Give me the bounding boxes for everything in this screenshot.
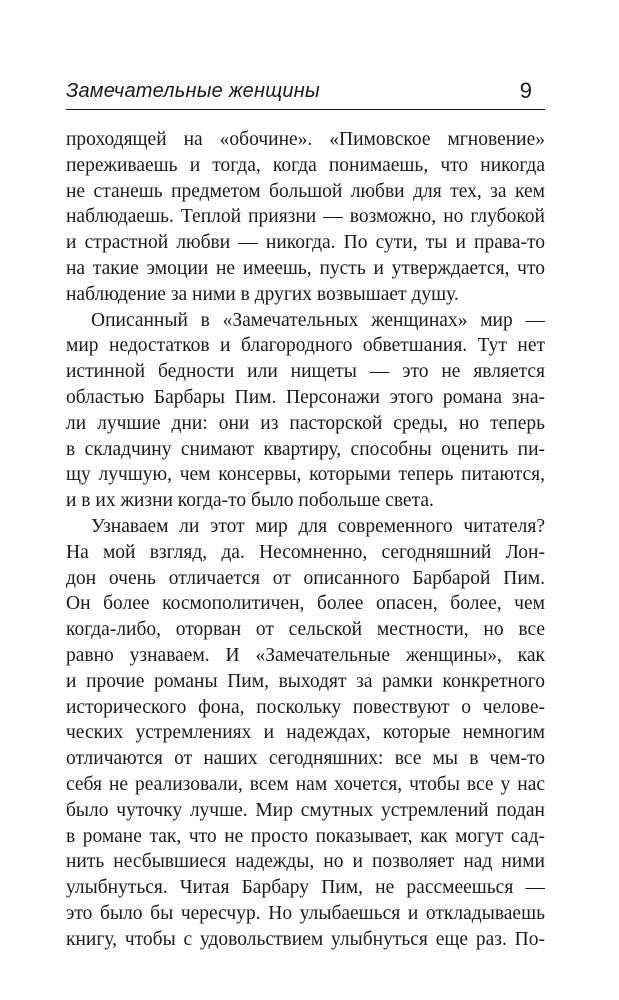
text-line: Он более космополитичен, более опасен, более, чем [66, 593, 545, 615]
text-line: ческих устремлениях и надеждах, которые немногим [66, 722, 545, 744]
text-line: отличаются от наших сегодняшних: все мы в чем-то [66, 748, 545, 770]
text-line: это было бы чересчур. Но улыбаешься и откладываешь [66, 902, 545, 924]
text-line: и в их жизни когда-то было побольше света. [66, 490, 434, 512]
text-line: областью Барбары Пим. Персонажи этого романа зна- [66, 386, 545, 408]
paragraph [66, 514, 545, 953]
text-line: и страстной любви — никогда. По сути, ты и права-то [66, 232, 545, 254]
text-line: щу лучшую, чем консервы, которыми теперь питаются, [66, 464, 545, 486]
text-line: в складчину снимают квартиру, способны оценить пи- [66, 438, 545, 460]
text-line: было чуточку лучше. Мир смутных устремлений подан [66, 799, 545, 821]
header-rule [66, 109, 545, 110]
text-line: исторического фона, поскольку повествуют о челове- [66, 696, 545, 718]
text-line: себя не реализовали, всем нам хочется, чтобы все у нас [66, 773, 545, 795]
text-line: переживаешь и тогда, когда понимаешь, что никогда [66, 154, 545, 176]
text-line: на такие эмоции не имеешь, пусть и утверждается, что [66, 257, 545, 279]
text-line: истинной бедности или нищеты — это не является [66, 361, 545, 383]
text-line: Описанный в «Замечательных женщинах» мир — [91, 309, 545, 331]
text-line: равно узнаваем. И «Замечательные женщины», как [66, 644, 545, 666]
text-line: ли лучшие дни: они из пасторской среды, но теперь [66, 412, 545, 434]
text-line: в романе так, что не просто показывает, как могут сад- [66, 825, 545, 847]
text-line: дон очень отличается от описанного Барбарой Пим. [66, 567, 545, 589]
text-line: книгу, чтобы с удовольствием улыбнуться еще раз. По- [66, 928, 545, 950]
text-line: Узнаваем ли этот мир для современного читателя? [91, 515, 545, 537]
text-line: улыбнуться. Читая Барбару Пим, не рассмеешься — [66, 877, 545, 899]
page-number: 9 [519, 78, 532, 103]
paragraph [66, 127, 545, 308]
text-line: проходящей на «обочине». «Пимовское мгновение» [66, 129, 545, 150]
text-line: когда-либо, оторван от сельской местности, но все [66, 619, 545, 641]
running-head [66, 78, 545, 112]
text-line: На мой взгляд, да. Несомненно, сегодняшний Лон- [66, 541, 545, 563]
text-line: наблюдаешь. Теплой приязни — возможно, но глубокой [66, 206, 545, 228]
text-line: мир недостатков и благородного обветшания. Тут нет [66, 335, 545, 357]
text-line: не станешь предметом большой любви для тех, за кем [66, 180, 545, 202]
running-title: Замечательные женщины [66, 80, 320, 102]
text-line: и прочие романы Пим, выходят за рамки конкретного [66, 670, 545, 692]
text-line: нить несбывшиеся надежды, но и позволяет над ними [66, 851, 545, 873]
text-line: наблюдение за ними в других возвышает душу. [66, 283, 459, 305]
body-text [66, 127, 545, 953]
paragraph [66, 308, 545, 514]
